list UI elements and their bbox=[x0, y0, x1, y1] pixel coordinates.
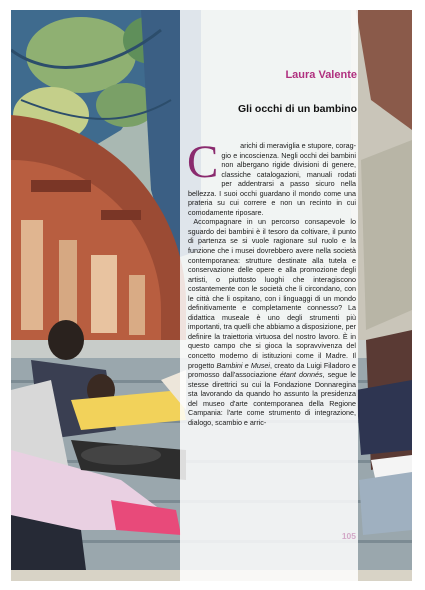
article-title: Gli occhi di un bambino bbox=[237, 103, 357, 115]
drop-cap: C bbox=[187, 136, 219, 188]
first-line: arichi di meraviglia e stupore, corag- bbox=[240, 141, 356, 150]
author-name: Laura Valente bbox=[285, 69, 357, 81]
article-body bbox=[187, 136, 356, 427]
paragraph-2-text-a: Accompagnare in un percorso consapevole lo sguardo dei bambini è il tesoro da coltivare, il punto di partenza se si vuole ragionare sul ruolo e la funzione che i musei dovrebbero avere nella società contemporanea: strutture destinate alla tutela e conservazione delle opere e alla promozione degli artisti, o piuttosto luoghi che interagiscono costantemente con le società che li circondano, con le città che li ospitano, con i linguaggi di un mondo definitivamente e completamente connesso? La didattica museale è uno degli strumenti più importanti, tra quelli che abbiamo a disposizione, per definire la traiettoria virtuosa del nostro lavoro. È in questo campo che si gioca la sopravvivenza del concetto moderno di istituzioni come il Madre. Il progetto bbox=[188, 217, 356, 370]
paragraph-1 bbox=[187, 136, 356, 217]
paragraph-1-text: gio e incoscienza. Negli occhi dei bambini non albergano rigide divisioni di genere, classiche catalogazioni, manuali rodati per addentrarsi a passo sicuro nella bellezza. I suoi occhi guardano il mondo come una prateria su cui correre e non un recinto in cui comodamente riposare. bbox=[188, 150, 356, 217]
page-number: 105 bbox=[341, 531, 356, 541]
paragraph-2-text-c: , segue le stesse direttrici su cui la Fondazione Donnaregina sta lavorando da quando ho assunto la presidenza del museo d'arte contemporanea della Regione Campania: l'arte come strumento di integrazione, dialogo, scambio e arric- bbox=[188, 370, 356, 427]
project-name: Bambini e Musei bbox=[216, 360, 271, 370]
paragraph-2 bbox=[188, 217, 356, 427]
association-name: étant donnés bbox=[279, 370, 323, 380]
paragraph-2-text-b: , creato da Luigi Filadoro e promosso dall'associazione bbox=[188, 360, 356, 380]
